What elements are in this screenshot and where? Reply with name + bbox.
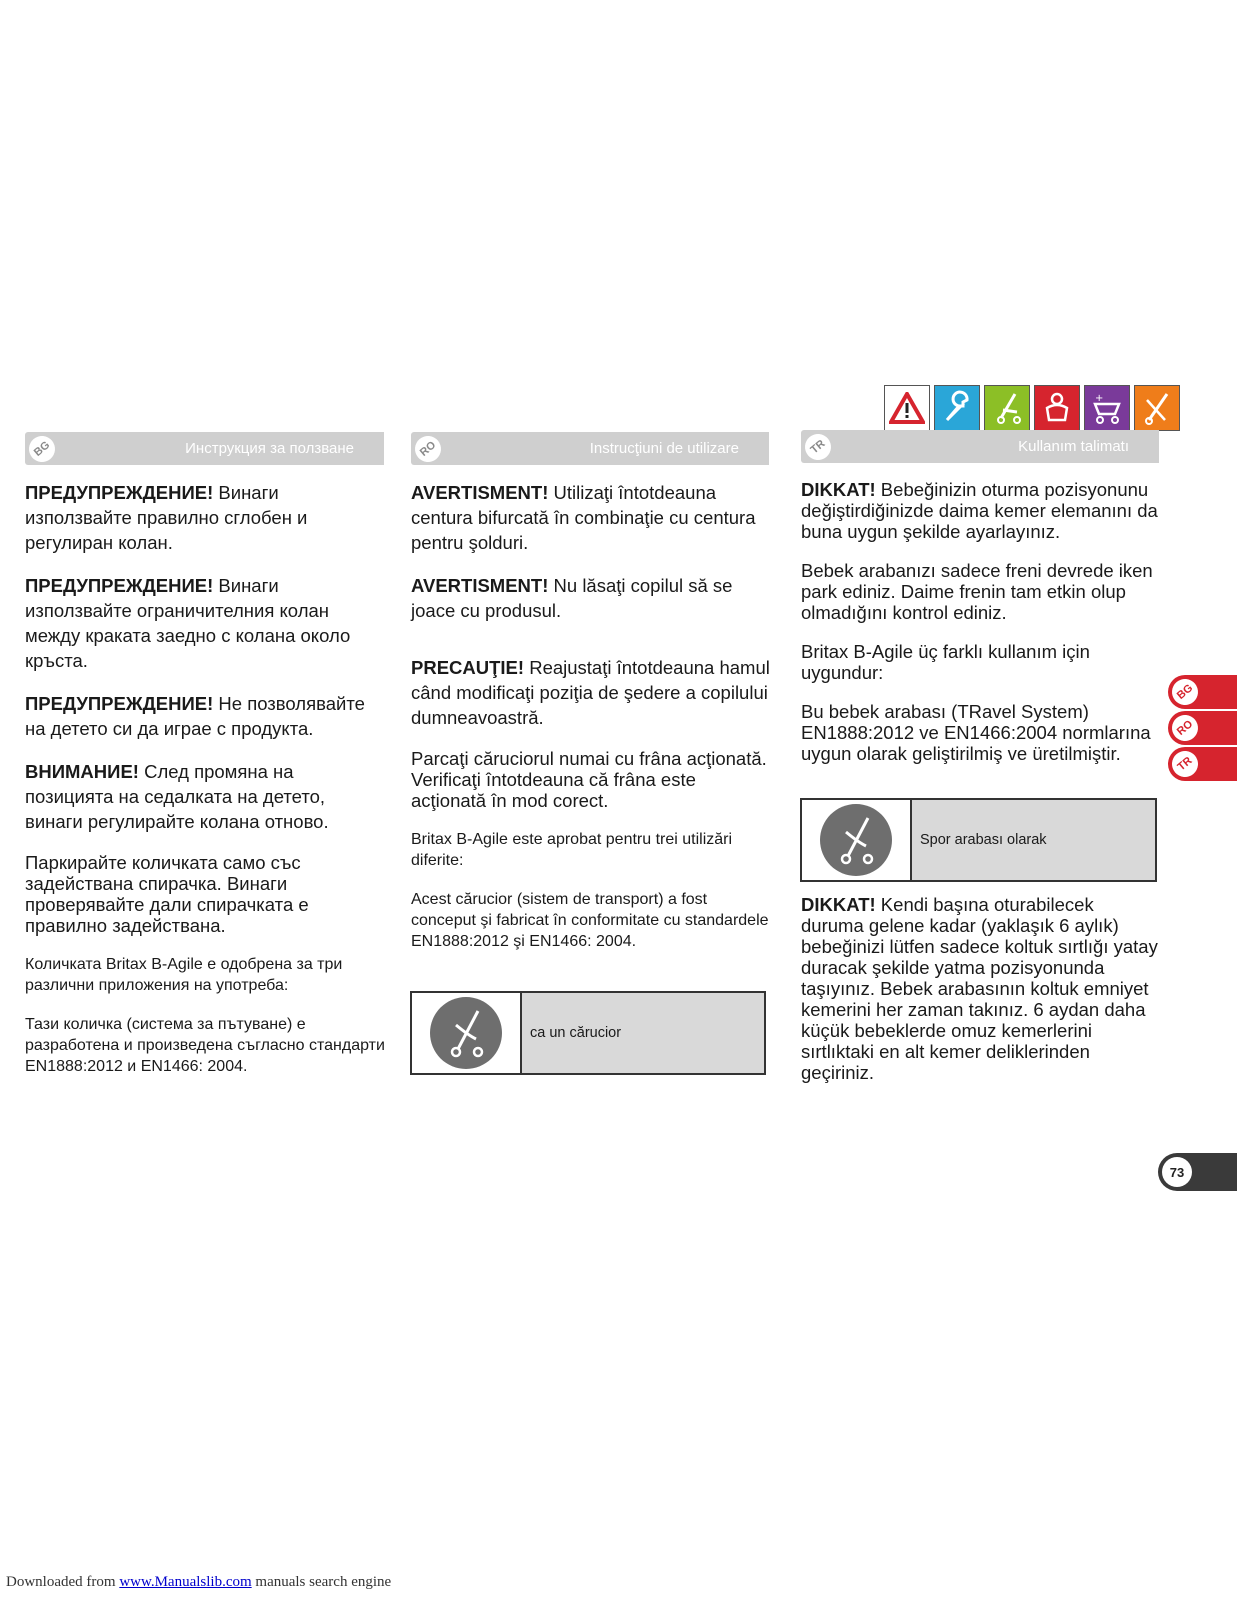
child-seat-icon: [1034, 385, 1080, 431]
ro-paragraph-2: AVERTISMENT! Nu lăsaţi copilul să se joace cu produsul.: [411, 575, 733, 621]
svg-text:+: +: [1095, 393, 1104, 404]
manualslib-link[interactable]: www.Manualslib.com: [119, 1574, 252, 1590]
section-header-tr: [801, 430, 1159, 463]
ro-paragraph-6: Acest cărucior (sistem de transport) a fost conceput şi fabricat în conformitate cu standardele EN1888:2012 şi EN1466: 2004.: [411, 891, 769, 950]
bg-paragraph-2: ПРЕДУПРЕЖДЕНИЕ! Винаги използвайте ограничителния колан между краката заедно с колана около кръста.: [25, 575, 351, 671]
footer-suffix: manuals search engine: [251, 1574, 392, 1590]
bg-paragraph-1: ПРЕДУПРЕЖДЕНИЕ! Винаги използвайте правилно сглобен и регулиран колан.: [25, 482, 308, 553]
bg-column-text: [25, 480, 387, 1095]
ro-paragraph-1: AVERTISMENT! Utilizaţi întotdeauna centura bifurcată în combinaţie cu centura pentru şolduri.: [411, 482, 756, 553]
ro-paragraph-3: PRECAUŢIE! Reajustaţi întotdeauna hamul când modificaţi poziţia de şedere a copilului dumneavoastră.: [411, 657, 770, 728]
tr-paragraph-2: Bebek arabanızı sadece freni devrede iken park ediniz. Daime frenin tam etkin olup olmadığını kontrol ediniz.: [801, 560, 1153, 623]
footer-prefix: Downloaded from: [6, 1574, 120, 1590]
wrench-icon: [934, 385, 980, 431]
tr-paragraph-5: DIKKAT! Kendi başına oturabilecek duruma gelene kadar (yaklaşık 6 aylık) bebeğinizi lütfen sadece koltuk sırtlığı yatay duracak şekilde yatma pozisyonunda taşıyınız. Bebek arabasının koltuk emniyet kemerini her zaman takınız. 6 aydan daha küçük bebeklerde omuz kemerlerini sırtlıktaki en alt kemer deliklerinden geçiriniz.: [801, 894, 1158, 1083]
side-tab-tr[interactable]: [1168, 747, 1237, 781]
language-code-bg: BG: [24, 431, 61, 468]
section-title-tr: Kullanım talimatı: [1018, 438, 1129, 455]
tr-paragraph-3: Britax B-Agile üç farklı kullanım için uygundur:: [801, 641, 1090, 683]
side-tab-bg[interactable]: [1168, 675, 1237, 709]
section-title-bg: Инструкция за ползване: [185, 440, 354, 457]
usage-box-ro: [410, 991, 766, 1075]
warning-triangle-icon: [884, 385, 930, 431]
bg-paragraph-5: Паркирайте количката само със задействана спирачка. Винаги проверявайте дали спирачката е правилно задействана.: [25, 852, 309, 936]
side-tab-code: RO: [1167, 710, 1204, 747]
footer: [6, 1574, 391, 1591]
language-code-ro: RO: [410, 431, 447, 468]
page-number-tab: [1158, 1153, 1237, 1191]
ro-paragraph-4: Parcaţi căruciorul numai cu frâna acţionată. Verificaţi întotdeauna că frâna este acţionată în mod corect.: [411, 748, 767, 811]
usage-label-tr: Spor arabası olarak: [920, 832, 1047, 848]
pictogram-row: [884, 385, 1180, 431]
stroller-usage-icon: [412, 993, 522, 1073]
side-tab-ro[interactable]: [1168, 711, 1237, 745]
tr-paragraph-4: Bu bebek arabası (TRavel System) EN1888:2012 ve EN1466:2004 normlarına uygun olarak geliştirilmiş ve üretilmiştir.: [801, 701, 1151, 764]
ro-paragraph-5: Britax B-Agile este aprobat pentru trei utilizări diferite:: [411, 831, 733, 869]
tr-column-text: [801, 479, 1161, 782]
usage-label-ro: ca un cărucior: [530, 1025, 622, 1041]
section-header-ro: [411, 432, 769, 465]
section-title-ro: Instrucţiuni de utilizare: [589, 440, 739, 457]
usage-box-tr: [800, 798, 1157, 882]
stroller-fold-icon: [1134, 385, 1180, 431]
ro-column-text: [411, 480, 771, 970]
tr-warning-after: [801, 894, 1161, 1101]
bg-paragraph-7: Тази количка (система за пътуване) е разработена и произведена съгласно стандарти EN1888:2012 и EN1466: 2004.: [25, 1016, 385, 1075]
section-header-bg: [25, 432, 384, 465]
side-tab-code: BG: [1167, 674, 1204, 711]
language-code-tr: TR: [800, 429, 837, 466]
side-tab-code: TR: [1167, 746, 1204, 783]
page-number: 73: [1162, 1157, 1192, 1187]
tr-paragraph-1: DIKKAT! Bebeğinizin oturma pozisyonunu değiştirdiğinizde daima kemer elemanını da buna uygun şekilde ayarlayınız.: [801, 479, 1158, 542]
bg-paragraph-3: ПРЕДУПРЕЖДЕНИЕ! Не позволявайте на детето си да играе с продукта.: [25, 693, 365, 739]
bg-paragraph-4: ВНИМАНИЕ! След промяна на позицията на седалката на детето, винаги регулирайте колана отново.: [25, 761, 329, 832]
stroller-usage-icon: [802, 800, 912, 880]
bg-paragraph-6: Количката Britax B-Agile е одобрена за три различни приложения на употреба:: [25, 956, 343, 994]
stroller-icon: [984, 385, 1030, 431]
stroller-accessory-icon: [1084, 385, 1130, 431]
